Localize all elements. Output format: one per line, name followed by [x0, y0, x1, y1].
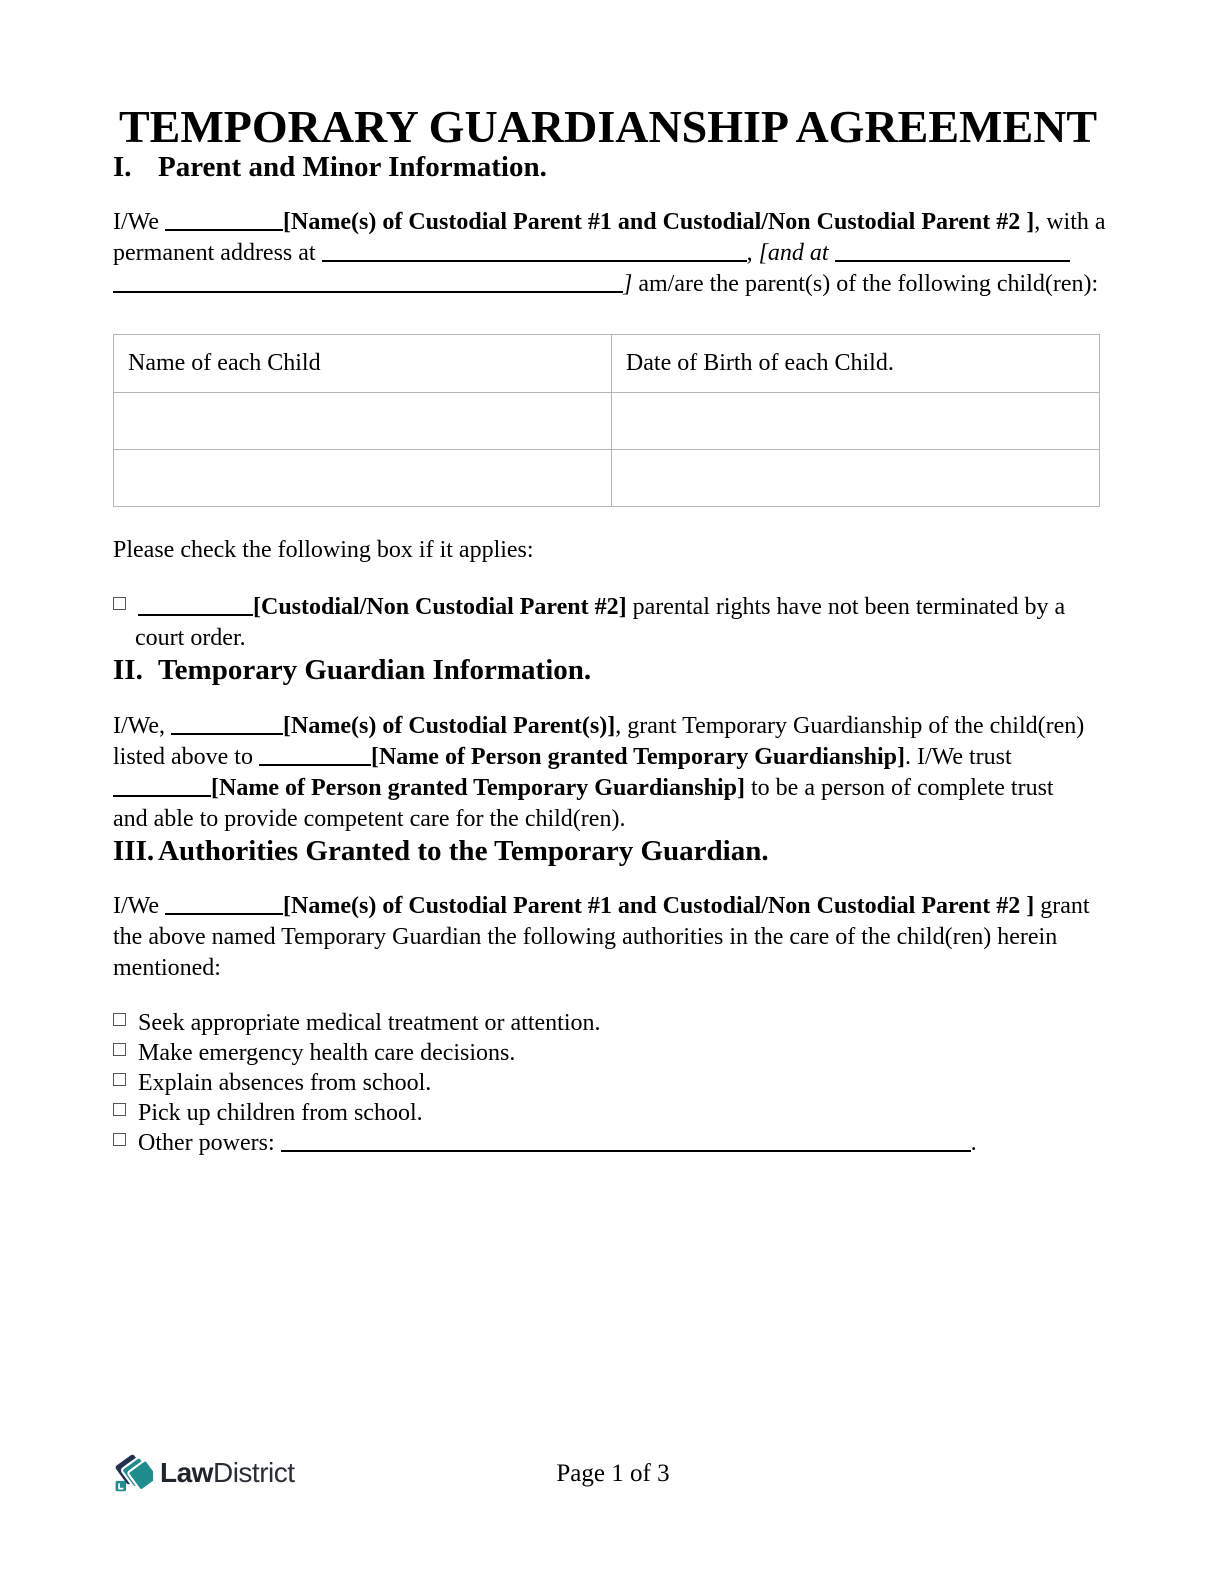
text-segment: I/We, [113, 713, 172, 740]
checklist-item-medical [113, 1008, 1103, 1038]
checkbox-pickup-children[interactable] [113, 1103, 126, 1116]
section-2-title: Temporary Guardian Information. [158, 654, 592, 687]
text-segment: and able to provide competent care for the child(ren). [113, 806, 626, 833]
section-1-title: Parent and Minor Information. [158, 151, 547, 184]
fill-in-blank-guardian-name[interactable] [259, 744, 371, 766]
text-segment: , [746, 240, 759, 267]
paragraph-line [113, 207, 1106, 238]
section-3-paragraph [113, 891, 1103, 984]
table-cell-child-name-1[interactable] [114, 393, 612, 450]
authorities-checklist [113, 1008, 1103, 1158]
fill-in-blank-guardian-name-2[interactable] [113, 775, 211, 797]
text-segment: listed above to [113, 744, 259, 771]
paragraph-line [113, 238, 1103, 269]
text-segment: , with a [1034, 209, 1106, 236]
paragraph-line [113, 742, 1103, 773]
text-segment: . [970, 1130, 977, 1157]
checkbox-other-powers[interactable] [113, 1133, 126, 1146]
parental-rights-checkbox-item [113, 592, 1103, 654]
section-3-heading [113, 835, 1103, 867]
placeholder-guardian-name: [Name of Person granted Temporary Guardianship] [211, 775, 745, 802]
text-segment: the above named Temporary Guardian the following authorities in the care of the child(ren) herein [113, 924, 1058, 951]
paragraph-line [113, 711, 1103, 742]
checkbox-explain-absences[interactable] [113, 1073, 126, 1086]
children-table [113, 334, 1100, 507]
text-segment: parental rights have not been terminated by a court order. [135, 594, 1066, 652]
placeholder-guardian-name: [Name of Person granted Temporary Guardianship] [370, 744, 905, 771]
fill-in-blank-parents-names[interactable] [165, 209, 283, 231]
paragraph-line [113, 804, 1103, 835]
section-2-heading [113, 654, 1103, 686]
column-header-child-name: Name of each Child [114, 335, 612, 393]
checkbox-medical-treatment[interactable] [113, 1013, 126, 1026]
table-row [114, 450, 1100, 507]
text-segment-italic: [and at [758, 240, 835, 267]
fill-in-blank-address[interactable] [322, 240, 747, 262]
paragraph-line [113, 891, 1103, 922]
text-segment: I/We [113, 893, 166, 920]
section-3-title: Authorities Granted to the Temporary Guardian. [158, 835, 769, 868]
table-cell-child-dob-2[interactable] [611, 450, 1099, 507]
text-segment: to be a person of complete trust [745, 775, 1054, 802]
paragraph-line [113, 922, 1103, 953]
document-title: TEMPORARY GUARDIANSHIP AGREEMENT [118, 101, 1098, 152]
table-cell-child-name-2[interactable] [114, 450, 612, 507]
fill-in-blank-parents-names[interactable] [165, 893, 283, 915]
text-segment: I/We [113, 209, 166, 236]
section-1-number: I. [113, 151, 132, 184]
section-2-paragraph [113, 711, 1103, 835]
checklist-item-label: Make emergency health care decisions. [138, 1040, 516, 1067]
checklist-item-other-powers [113, 1128, 1103, 1158]
page-footer [113, 1448, 1113, 1500]
parental-rights-checkbox[interactable] [113, 597, 126, 610]
section-1-heading [113, 151, 1103, 183]
placeholder-custodial-parents: [Name(s) of Custodial Parent(s)] [283, 713, 616, 740]
checklist-item-absences [113, 1068, 1103, 1098]
section-1-paragraph [113, 207, 1106, 300]
paragraph-line [113, 773, 1103, 804]
placeholder-parents-names: [Name(s) of Custodial Parent #1 and Custodial/Non Custodial Parent #2 ] [283, 209, 1035, 236]
fill-in-blank-address-2[interactable] [835, 240, 1070, 262]
text-segment: . I/We trust [904, 744, 1012, 771]
page-number: Page 1 of 3 [556, 1460, 670, 1487]
fill-in-blank-other-powers[interactable] [281, 1130, 971, 1152]
fill-in-blank-custodial-parents[interactable] [171, 713, 283, 735]
text-segment: , grant Temporary Guardianship of the child(ren) [615, 713, 1085, 740]
text-segment: permanent address at [113, 240, 322, 267]
section-2-number: II. [113, 654, 143, 687]
text-segment-italic: ] [623, 271, 633, 298]
section-3-number: III. [113, 835, 155, 868]
checkbox-prompt: Please check the following box if it applies: [113, 537, 534, 564]
paragraph-line [113, 269, 1103, 300]
table-cell-child-dob-1[interactable] [611, 393, 1099, 450]
text-segment: mentioned: [113, 955, 221, 982]
table-header-row [114, 335, 1100, 393]
logo-text-law: Law [160, 1457, 213, 1488]
text-segment: am/are the parent(s) of the following child(ren): [632, 271, 1099, 298]
placeholder-parent2-name: [Custodial/Non Custodial Parent #2] [253, 594, 627, 621]
paragraph-line [113, 953, 1103, 984]
checklist-item-label: Explain absences from school. [138, 1070, 432, 1097]
fill-in-blank-parent2-name[interactable] [138, 594, 253, 616]
text-segment: grant [1034, 893, 1090, 920]
checklist-item-label: Seek appropriate medical treatment or attention. [138, 1010, 601, 1037]
checklist-item-label: Other powers: [138, 1130, 281, 1157]
logo-text-district: District [212, 1457, 295, 1488]
checklist-item-pickup [113, 1098, 1103, 1128]
fill-in-blank-address-2-cont[interactable] [113, 271, 623, 293]
checkbox-emergency-decisions[interactable] [113, 1043, 126, 1056]
column-header-child-dob: Date of Birth of each Child. [611, 335, 1099, 393]
placeholder-parents-names: [Name(s) of Custodial Parent #1 and Custodial/Non Custodial Parent #2 ] [283, 893, 1035, 920]
checklist-item-emergency [113, 1038, 1103, 1068]
table-row [114, 393, 1100, 450]
checklist-item-label: Pick up children from school. [138, 1100, 423, 1127]
